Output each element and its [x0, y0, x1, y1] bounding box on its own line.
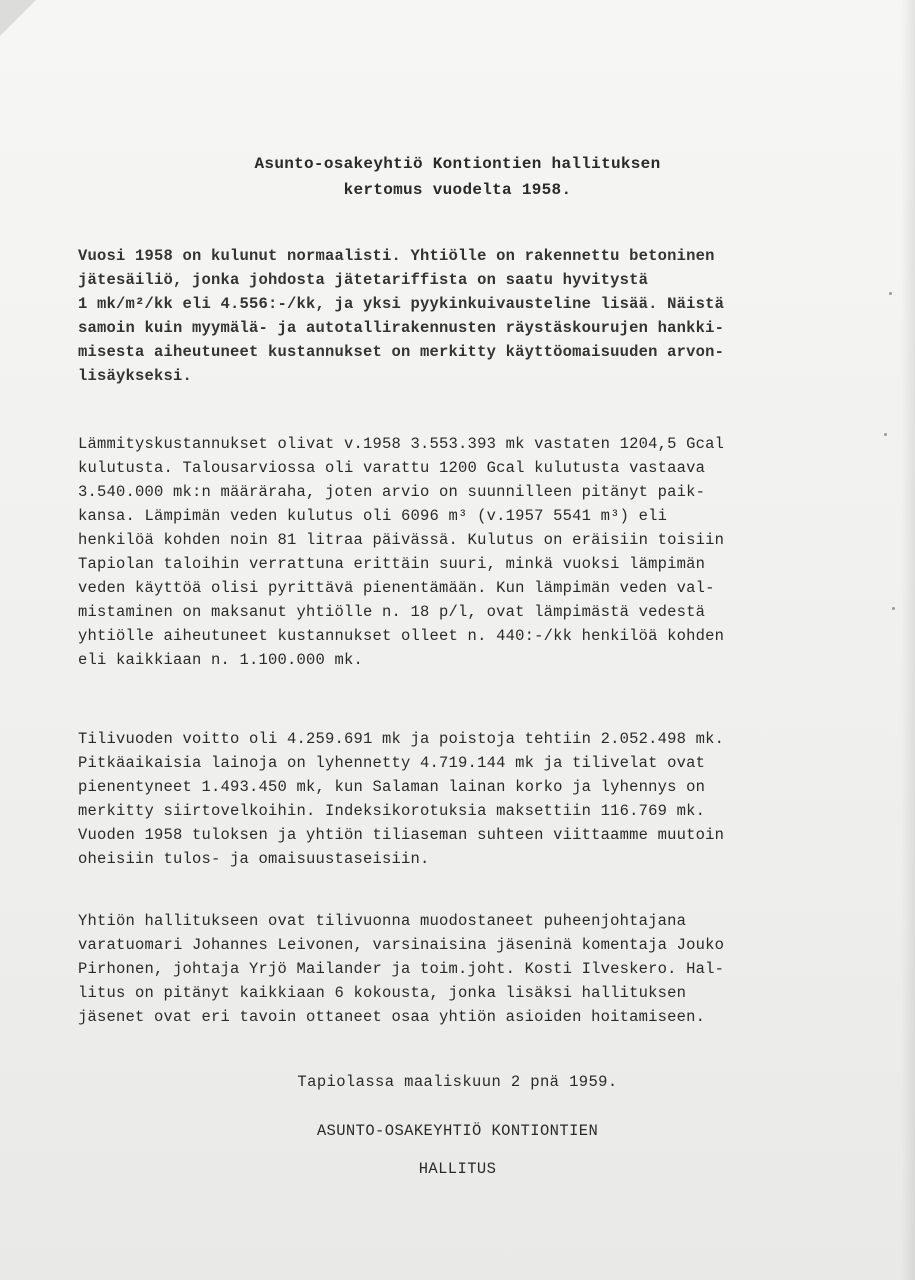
paper-speck — [884, 433, 887, 436]
text-line: oheisiin tulos- ja omaisuustaseisiin. — [78, 850, 430, 868]
text-line: jäsenet ovat eri tavoin ottaneet osaa yhtiön asioiden hoitamiseen. — [78, 1008, 706, 1026]
text-line: pienentyneet 1.493.450 mk, kun Salaman lainan korko ja lyhennys on — [78, 778, 706, 796]
text-line: lisäykseksi. — [78, 367, 193, 385]
text-line: yhtiölle aiheutuneet kustannukset olleet n. 440:-/kk henkilöä kohden — [78, 627, 725, 645]
paper-speck — [889, 292, 892, 295]
document-title-line-1: Asunto-osakeyhtiö Kontiontien hallituksen — [254, 155, 661, 173]
text-line: jätesäiliö, jonka johdosta jätetariffista on saatu hyvitystä — [78, 271, 649, 289]
text-line: kulutusta. Talousarviossa oli varattu 1200 Gcal kulutusta vastaava — [78, 459, 706, 477]
folded-corner — [0, 0, 36, 36]
paragraph-finances — [78, 727, 858, 871]
paper-speck — [892, 607, 895, 610]
signature-company: ASUNTO-OSAKEYHTIÖ KONTIONTIEN — [316, 1122, 599, 1140]
text-line: Lämmityskustannukset olivat v.1958 3.553.393 mk vastaten 1204,5 Gcal — [78, 435, 725, 453]
text-line: henkilöä kohden noin 81 litraa päivässä. Kulutus on eräisiin toisiin — [78, 531, 725, 549]
text-line: varatuomari Johannes Leivonen, varsinaisina jäseninä komentaja Jouko — [78, 936, 725, 954]
text-line: eli kaikkiaan n. 1.100.000 mk. — [78, 651, 364, 669]
text-line: 3.540.000 mk:n määräraha, joten arvio on suunnilleen pitänyt paik- — [78, 483, 706, 501]
text-line: veden käyttöä olisi pyrittävä pienentämään. Kun lämpimän veden val- — [78, 579, 715, 597]
paragraph-heating — [78, 432, 858, 672]
text-line: litus on pitänyt kaikkiaan 6 kokousta, jonka lisäksi hallituksen — [78, 984, 687, 1002]
text-line: kansa. Lämpimän veden kulutus oli 6096 m³ (v.1957 5541 m³) eli — [78, 507, 668, 525]
text-line: 1 mk/m²/kk eli 4.556:-/kk, ja yksi pyykinkuivausteline lisää. Näistä — [78, 295, 725, 313]
text-line: merkitty siirtovelkoihin. Indeksikorotuksia maksettiin 116.769 mk. — [78, 802, 706, 820]
document-title-line-2: kertomus vuodelta 1958. — [343, 181, 572, 199]
paragraph-board — [78, 909, 858, 1029]
signature-place-date: Tapiolassa maaliskuun 2 pnä 1959. — [297, 1073, 618, 1091]
text-line: Vuoden 1958 tuloksen ja yhtiön tiliaseman suhteen viittaamme muutoin — [78, 826, 725, 844]
text-line: mistaminen on maksanut yhtiölle n. 18 p/l, ovat lämpimästä vedestä — [78, 603, 706, 621]
signature-board: HALLITUS — [418, 1160, 497, 1178]
text-line: Tilivuoden voitto oli 4.259.691 mk ja poistoja tehtiin 2.052.498 mk. — [78, 730, 725, 748]
paragraph-construction — [78, 244, 858, 388]
text-line: Yhtiön hallitukseen ovat tilivuonna muodostaneet puheenjohtajana — [78, 912, 687, 930]
text-line: Pitkäaikaisia lainoja on lyhennetty 4.719.144 mk ja tilivelat ovat — [78, 754, 706, 772]
text-line: Pirhonen, johtaja Yrjö Mailander ja toim.joht. Kosti Ilveskero. Hal- — [78, 960, 725, 978]
text-line: samoin kuin myymälä- ja autotallirakennusten räystäskourujen hankki- — [78, 319, 725, 337]
text-line: Tapiolan taloihin verrattuna erittäin suuri, minkä vuoksi lämpimän — [78, 555, 706, 573]
text-line: misesta aiheutuneet kustannukset on merkitty käyttöomaisuuden arvon- — [78, 343, 725, 361]
text-line: Vuosi 1958 on kulunut normaalisti. Yhtiölle on rakennettu betoninen — [78, 247, 715, 265]
